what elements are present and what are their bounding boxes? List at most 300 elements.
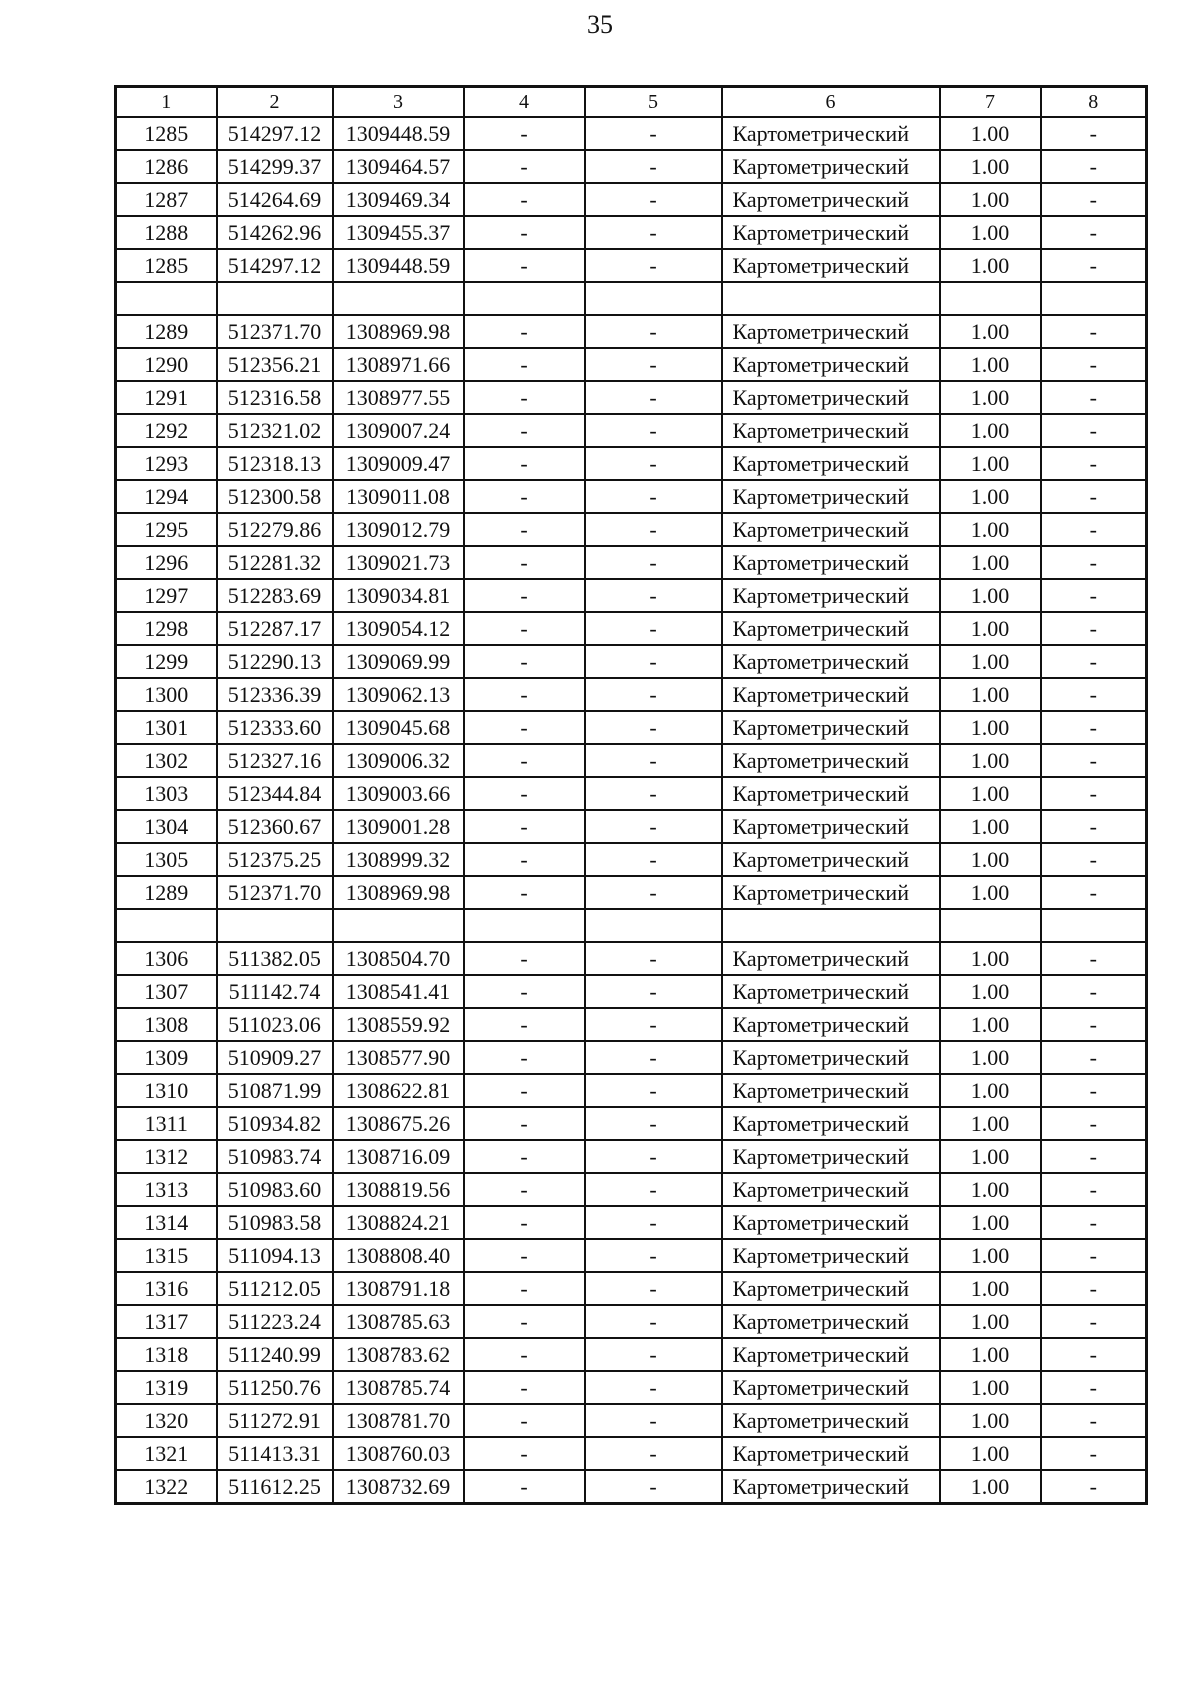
column-4-cell: - xyxy=(464,1404,585,1437)
y-coordinate-cell: 1309007.24 xyxy=(333,414,464,447)
x-coordinate-cell: 512318.13 xyxy=(217,447,333,480)
y-coordinate-cell: 1308977.55 xyxy=(333,381,464,414)
accuracy-cell: 1.00 xyxy=(940,117,1041,150)
accuracy-cell: 1.00 xyxy=(940,678,1041,711)
table-row xyxy=(116,1206,1147,1239)
column-8-cell: - xyxy=(1041,348,1147,381)
column-8-cell: - xyxy=(1041,381,1147,414)
point-number-cell: 1300 xyxy=(116,678,217,711)
column-5-cell: - xyxy=(585,1140,722,1173)
accuracy-cell: 1.00 xyxy=(940,1338,1041,1371)
point-number-cell: 1311 xyxy=(116,1107,217,1140)
x-coordinate-cell: 510983.60 xyxy=(217,1173,333,1206)
column-5-cell: - xyxy=(585,1338,722,1371)
table-row xyxy=(116,1008,1147,1041)
column-5-cell: - xyxy=(585,1173,722,1206)
column-4-cell: - xyxy=(464,183,585,216)
accuracy-cell: 1.00 xyxy=(940,1107,1041,1140)
point-number-cell: 1299 xyxy=(116,645,217,678)
x-coordinate-cell: 512336.39 xyxy=(217,678,333,711)
column-8-cell: - xyxy=(1041,942,1147,975)
x-coordinate-cell: 510983.74 xyxy=(217,1140,333,1173)
column-5-cell: - xyxy=(585,1371,722,1404)
method-cell: Картометрический xyxy=(722,1041,940,1074)
table-row xyxy=(116,1272,1147,1305)
column-5-cell: - xyxy=(585,315,722,348)
accuracy-cell xyxy=(940,282,1041,315)
y-coordinate-cell: 1308824.21 xyxy=(333,1206,464,1239)
table-row xyxy=(116,942,1147,975)
method-cell: Картометрический xyxy=(722,1305,940,1338)
accuracy-cell: 1.00 xyxy=(940,1470,1041,1504)
x-coordinate-cell: 512321.02 xyxy=(217,414,333,447)
column-header: 5 xyxy=(585,87,722,118)
accuracy-cell: 1.00 xyxy=(940,513,1041,546)
point-number-cell: 1319 xyxy=(116,1371,217,1404)
x-coordinate-cell: 512300.58 xyxy=(217,480,333,513)
point-number-cell: 1317 xyxy=(116,1305,217,1338)
method-cell: Картометрический xyxy=(722,1173,940,1206)
point-number-cell: 1315 xyxy=(116,1239,217,1272)
y-coordinate-cell: 1308622.81 xyxy=(333,1074,464,1107)
method-cell: Картометрический xyxy=(722,546,940,579)
column-4-cell: - xyxy=(464,645,585,678)
table-row xyxy=(116,1107,1147,1140)
x-coordinate-cell: 512333.60 xyxy=(217,711,333,744)
column-5-cell: - xyxy=(585,1272,722,1305)
column-5-cell: - xyxy=(585,678,722,711)
point-number-cell: 1310 xyxy=(116,1074,217,1107)
column-header: 3 xyxy=(333,87,464,118)
column-8-cell: - xyxy=(1041,678,1147,711)
column-8-cell: - xyxy=(1041,843,1147,876)
column-4-cell: - xyxy=(464,1305,585,1338)
x-coordinate-cell: 511223.24 xyxy=(217,1305,333,1338)
column-4-cell: - xyxy=(464,1272,585,1305)
column-4-cell: - xyxy=(464,975,585,1008)
y-coordinate-cell: 1308559.92 xyxy=(333,1008,464,1041)
x-coordinate-cell: 512371.70 xyxy=(217,876,333,909)
table-row xyxy=(116,1338,1147,1371)
column-4-cell: - xyxy=(464,150,585,183)
column-8-cell: - xyxy=(1041,1173,1147,1206)
table-row xyxy=(116,810,1147,843)
table-row xyxy=(116,480,1147,513)
method-cell: Картометрический xyxy=(722,1338,940,1371)
method-cell: Картометрический xyxy=(722,777,940,810)
column-5-cell: - xyxy=(585,1305,722,1338)
x-coordinate-cell xyxy=(217,282,333,315)
point-number-cell: 1290 xyxy=(116,348,217,381)
x-coordinate-cell: 511212.05 xyxy=(217,1272,333,1305)
y-coordinate-cell: 1309034.81 xyxy=(333,579,464,612)
method-cell: Картометрический xyxy=(722,612,940,645)
column-4-cell: - xyxy=(464,1470,585,1504)
accuracy-cell: 1.00 xyxy=(940,348,1041,381)
x-coordinate-cell: 514264.69 xyxy=(217,183,333,216)
column-4-cell: - xyxy=(464,381,585,414)
accuracy-cell: 1.00 xyxy=(940,1140,1041,1173)
y-coordinate-cell: 1309011.08 xyxy=(333,480,464,513)
method-cell: Картометрический xyxy=(722,1008,940,1041)
table-row xyxy=(116,975,1147,1008)
column-8-cell: - xyxy=(1041,480,1147,513)
column-4-cell: - xyxy=(464,1206,585,1239)
x-coordinate-cell: 511142.74 xyxy=(217,975,333,1008)
y-coordinate-cell: 1308716.09 xyxy=(333,1140,464,1173)
method-cell: Картометрический xyxy=(722,249,940,282)
accuracy-cell: 1.00 xyxy=(940,1437,1041,1470)
column-5-cell: - xyxy=(585,546,722,579)
x-coordinate-cell: 511240.99 xyxy=(217,1338,333,1371)
accuracy-cell: 1.00 xyxy=(940,1008,1041,1041)
column-5-cell: - xyxy=(585,810,722,843)
column-5-cell: - xyxy=(585,348,722,381)
column-4-cell: - xyxy=(464,447,585,480)
coordinates-table xyxy=(114,85,1148,1505)
accuracy-cell: 1.00 xyxy=(940,1239,1041,1272)
point-number-cell: 1295 xyxy=(116,513,217,546)
column-5-cell: - xyxy=(585,744,722,777)
x-coordinate-cell: 511413.31 xyxy=(217,1437,333,1470)
column-8-cell: - xyxy=(1041,1404,1147,1437)
x-coordinate-cell: 512360.67 xyxy=(217,810,333,843)
column-8-cell: - xyxy=(1041,117,1147,150)
table-row xyxy=(116,414,1147,447)
column-8-cell: - xyxy=(1041,414,1147,447)
column-header: 6 xyxy=(722,87,940,118)
column-5-cell: - xyxy=(585,447,722,480)
y-coordinate-cell: 1308785.74 xyxy=(333,1371,464,1404)
x-coordinate-cell xyxy=(217,909,333,942)
column-5-cell: - xyxy=(585,975,722,1008)
x-coordinate-cell: 512279.86 xyxy=(217,513,333,546)
y-coordinate-cell: 1309054.12 xyxy=(333,612,464,645)
column-4-cell: - xyxy=(464,1338,585,1371)
table-row xyxy=(116,513,1147,546)
method-cell: Картометрический xyxy=(722,1206,940,1239)
point-number-cell: 1309 xyxy=(116,1041,217,1074)
y-coordinate-cell: 1309469.34 xyxy=(333,183,464,216)
table-row xyxy=(116,579,1147,612)
method-cell: Картометрический xyxy=(722,1107,940,1140)
column-4-cell: - xyxy=(464,1239,585,1272)
table-row xyxy=(116,1074,1147,1107)
method-cell: Картометрический xyxy=(722,348,940,381)
accuracy-cell: 1.00 xyxy=(940,1305,1041,1338)
column-5-cell: - xyxy=(585,1041,722,1074)
column-5-cell: - xyxy=(585,1404,722,1437)
y-coordinate-cell: 1309464.57 xyxy=(333,150,464,183)
point-number-cell: 1316 xyxy=(116,1272,217,1305)
column-5-cell: - xyxy=(585,1074,722,1107)
accuracy-cell: 1.00 xyxy=(940,447,1041,480)
column-5-cell: - xyxy=(585,942,722,975)
column-4-cell: - xyxy=(464,1107,585,1140)
point-number-cell: 1303 xyxy=(116,777,217,810)
accuracy-cell: 1.00 xyxy=(940,315,1041,348)
y-coordinate-cell xyxy=(333,282,464,315)
table-row xyxy=(116,216,1147,249)
column-5-cell: - xyxy=(585,1206,722,1239)
column-8-cell: - xyxy=(1041,447,1147,480)
accuracy-cell: 1.00 xyxy=(940,1041,1041,1074)
table-row xyxy=(116,249,1147,282)
column-8-cell: - xyxy=(1041,1305,1147,1338)
column-8-cell: - xyxy=(1041,1470,1147,1504)
accuracy-cell: 1.00 xyxy=(940,1272,1041,1305)
y-coordinate-cell: 1309045.68 xyxy=(333,711,464,744)
point-number-cell: 1285 xyxy=(116,117,217,150)
method-cell: Картометрический xyxy=(722,414,940,447)
column-8-cell: - xyxy=(1041,1338,1147,1371)
column-header: 1 xyxy=(116,87,217,118)
accuracy-cell: 1.00 xyxy=(940,711,1041,744)
column-8-cell: - xyxy=(1041,1140,1147,1173)
column-8-cell: - xyxy=(1041,1041,1147,1074)
y-coordinate-cell: 1308675.26 xyxy=(333,1107,464,1140)
y-coordinate-cell: 1308785.63 xyxy=(333,1305,464,1338)
point-number-cell: 1305 xyxy=(116,843,217,876)
column-5-cell xyxy=(585,909,722,942)
column-8-cell: - xyxy=(1041,1239,1147,1272)
table-row xyxy=(116,744,1147,777)
point-number-cell: 1296 xyxy=(116,546,217,579)
accuracy-cell: 1.00 xyxy=(940,1206,1041,1239)
y-coordinate-cell: 1309021.73 xyxy=(333,546,464,579)
accuracy-cell: 1.00 xyxy=(940,579,1041,612)
column-5-cell: - xyxy=(585,513,722,546)
column-8-cell: - xyxy=(1041,1437,1147,1470)
column-8-cell: - xyxy=(1041,249,1147,282)
table-row xyxy=(116,282,1147,315)
method-cell: Картометрический xyxy=(722,579,940,612)
accuracy-cell: 1.00 xyxy=(940,843,1041,876)
table-row xyxy=(116,645,1147,678)
method-cell: Картометрический xyxy=(722,1140,940,1173)
column-8-cell: - xyxy=(1041,744,1147,777)
x-coordinate-cell: 512375.25 xyxy=(217,843,333,876)
column-5-cell: - xyxy=(585,777,722,810)
x-coordinate-cell: 511250.76 xyxy=(217,1371,333,1404)
column-4-cell: - xyxy=(464,1173,585,1206)
column-4-cell: - xyxy=(464,414,585,447)
x-coordinate-cell: 512281.32 xyxy=(217,546,333,579)
column-4-cell: - xyxy=(464,1074,585,1107)
point-number-cell: 1291 xyxy=(116,381,217,414)
column-4-cell: - xyxy=(464,777,585,810)
table-row xyxy=(116,348,1147,381)
column-5-cell: - xyxy=(585,645,722,678)
y-coordinate-cell: 1308971.66 xyxy=(333,348,464,381)
column-4-cell: - xyxy=(464,942,585,975)
y-coordinate-cell: 1308969.98 xyxy=(333,315,464,348)
x-coordinate-cell: 512327.16 xyxy=(217,744,333,777)
point-number-cell: 1304 xyxy=(116,810,217,843)
point-number-cell xyxy=(116,282,217,315)
method-cell: Картометрический xyxy=(722,1239,940,1272)
table-row xyxy=(116,1239,1147,1272)
method-cell: Картометрический xyxy=(722,117,940,150)
column-4-cell: - xyxy=(464,678,585,711)
table-row xyxy=(116,1173,1147,1206)
x-coordinate-cell: 511094.13 xyxy=(217,1239,333,1272)
x-coordinate-cell: 512344.84 xyxy=(217,777,333,810)
column-8-cell xyxy=(1041,909,1147,942)
accuracy-cell: 1.00 xyxy=(940,975,1041,1008)
y-coordinate-cell: 1308577.90 xyxy=(333,1041,464,1074)
method-cell: Картометрический xyxy=(722,1437,940,1470)
column-5-cell: - xyxy=(585,612,722,645)
accuracy-cell: 1.00 xyxy=(940,876,1041,909)
method-cell xyxy=(722,282,940,315)
column-8-cell: - xyxy=(1041,216,1147,249)
accuracy-cell: 1.00 xyxy=(940,480,1041,513)
method-cell: Картометрический xyxy=(722,645,940,678)
column-4-cell: - xyxy=(464,876,585,909)
y-coordinate-cell: 1308781.70 xyxy=(333,1404,464,1437)
point-number-cell: 1289 xyxy=(116,315,217,348)
accuracy-cell: 1.00 xyxy=(940,942,1041,975)
column-8-cell: - xyxy=(1041,711,1147,744)
x-coordinate-cell: 512316.58 xyxy=(217,381,333,414)
column-5-cell: - xyxy=(585,249,722,282)
point-number-cell: 1314 xyxy=(116,1206,217,1239)
accuracy-cell xyxy=(940,909,1041,942)
point-number-cell: 1293 xyxy=(116,447,217,480)
accuracy-cell: 1.00 xyxy=(940,645,1041,678)
y-coordinate-cell: 1308791.18 xyxy=(333,1272,464,1305)
column-4-cell: - xyxy=(464,216,585,249)
point-number-cell: 1307 xyxy=(116,975,217,1008)
column-4-cell: - xyxy=(464,810,585,843)
accuracy-cell: 1.00 xyxy=(940,546,1041,579)
x-coordinate-cell: 510983.58 xyxy=(217,1206,333,1239)
column-4-cell: - xyxy=(464,579,585,612)
column-5-cell: - xyxy=(585,843,722,876)
x-coordinate-cell: 514297.12 xyxy=(217,117,333,150)
method-cell: Картометрический xyxy=(722,381,940,414)
point-number-cell: 1294 xyxy=(116,480,217,513)
table-row xyxy=(116,1437,1147,1470)
y-coordinate-cell: 1309012.79 xyxy=(333,513,464,546)
column-header: 2 xyxy=(217,87,333,118)
table-row xyxy=(116,117,1147,150)
column-4-cell: - xyxy=(464,1371,585,1404)
table-row xyxy=(116,1404,1147,1437)
y-coordinate-cell: 1309062.13 xyxy=(333,678,464,711)
accuracy-cell: 1.00 xyxy=(940,1371,1041,1404)
accuracy-cell: 1.00 xyxy=(940,777,1041,810)
column-4-cell: - xyxy=(464,480,585,513)
x-coordinate-cell: 511023.06 xyxy=(217,1008,333,1041)
point-number-cell: 1298 xyxy=(116,612,217,645)
x-coordinate-cell: 510909.27 xyxy=(217,1041,333,1074)
column-8-cell: - xyxy=(1041,1206,1147,1239)
column-4-cell: - xyxy=(464,117,585,150)
table-row xyxy=(116,1470,1147,1504)
x-coordinate-cell: 514299.37 xyxy=(217,150,333,183)
column-header: 7 xyxy=(940,87,1041,118)
table-row xyxy=(116,1371,1147,1404)
method-cell: Картометрический xyxy=(722,1371,940,1404)
point-number-cell: 1297 xyxy=(116,579,217,612)
table-row xyxy=(116,777,1147,810)
method-cell: Картометрический xyxy=(722,183,940,216)
column-8-cell: - xyxy=(1041,513,1147,546)
point-number-cell: 1287 xyxy=(116,183,217,216)
point-number-cell xyxy=(116,909,217,942)
table-row xyxy=(116,909,1147,942)
column-8-cell: - xyxy=(1041,1074,1147,1107)
column-5-cell: - xyxy=(585,183,722,216)
method-cell: Картометрический xyxy=(722,216,940,249)
y-coordinate-cell: 1308819.56 xyxy=(333,1173,464,1206)
method-cell: Картометрический xyxy=(722,150,940,183)
point-number-cell: 1289 xyxy=(116,876,217,909)
column-8-cell: - xyxy=(1041,183,1147,216)
column-4-cell: - xyxy=(464,1041,585,1074)
column-4-cell xyxy=(464,282,585,315)
point-number-cell: 1302 xyxy=(116,744,217,777)
column-5-cell: - xyxy=(585,414,722,447)
accuracy-cell: 1.00 xyxy=(940,381,1041,414)
table-row xyxy=(116,150,1147,183)
column-4-cell: - xyxy=(464,513,585,546)
column-header: 4 xyxy=(464,87,585,118)
method-cell: Картометрический xyxy=(722,1272,940,1305)
point-number-cell: 1306 xyxy=(116,942,217,975)
column-5-cell: - xyxy=(585,1008,722,1041)
column-5-cell: - xyxy=(585,1239,722,1272)
column-8-cell: - xyxy=(1041,777,1147,810)
method-cell: Картометрический xyxy=(722,843,940,876)
column-8-cell: - xyxy=(1041,612,1147,645)
y-coordinate-cell: 1308783.62 xyxy=(333,1338,464,1371)
x-coordinate-cell: 512371.70 xyxy=(217,315,333,348)
table-row xyxy=(116,1041,1147,1074)
x-coordinate-cell: 511382.05 xyxy=(217,942,333,975)
method-cell: Картометрический xyxy=(722,1470,940,1504)
y-coordinate-cell: 1309003.66 xyxy=(333,777,464,810)
column-8-cell: - xyxy=(1041,975,1147,1008)
column-4-cell: - xyxy=(464,546,585,579)
y-coordinate-cell: 1309006.32 xyxy=(333,744,464,777)
column-5-cell: - xyxy=(585,117,722,150)
accuracy-cell: 1.00 xyxy=(940,1404,1041,1437)
point-number-cell: 1286 xyxy=(116,150,217,183)
point-number-cell: 1318 xyxy=(116,1338,217,1371)
column-8-cell: - xyxy=(1041,315,1147,348)
column-8-cell xyxy=(1041,282,1147,315)
x-coordinate-cell: 512283.69 xyxy=(217,579,333,612)
column-4-cell: - xyxy=(464,249,585,282)
accuracy-cell: 1.00 xyxy=(940,810,1041,843)
column-4-cell xyxy=(464,909,585,942)
method-cell: Картометрический xyxy=(722,876,940,909)
column-5-cell: - xyxy=(585,216,722,249)
column-8-cell: - xyxy=(1041,150,1147,183)
column-4-cell: - xyxy=(464,1008,585,1041)
table-row xyxy=(116,381,1147,414)
y-coordinate-cell: 1308969.98 xyxy=(333,876,464,909)
table-row xyxy=(116,183,1147,216)
column-4-cell: - xyxy=(464,1437,585,1470)
column-5-cell xyxy=(585,282,722,315)
point-number-cell: 1308 xyxy=(116,1008,217,1041)
x-coordinate-cell: 512287.17 xyxy=(217,612,333,645)
table-row xyxy=(116,1305,1147,1338)
